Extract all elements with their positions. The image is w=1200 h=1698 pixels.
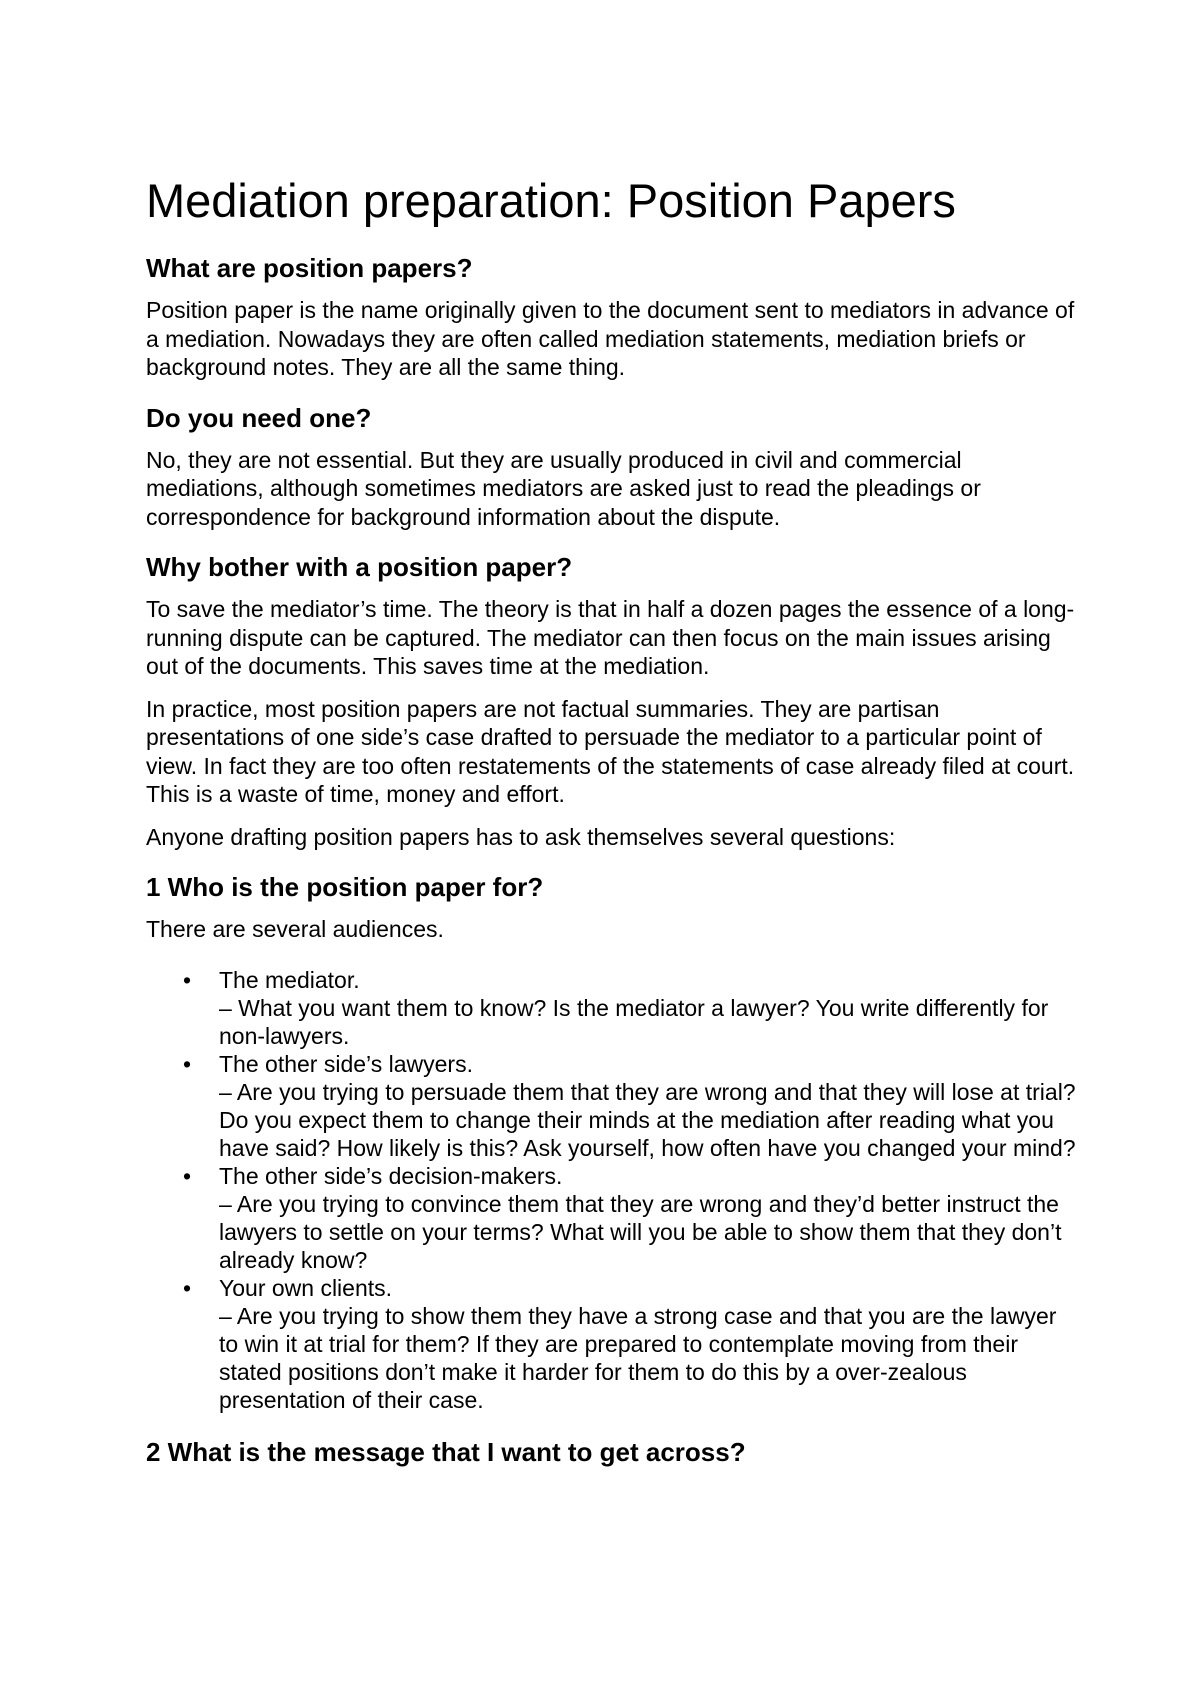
list-item — [146, 966, 1076, 1050]
paragraph: There are several audiences. — [146, 916, 444, 942]
list-item — [146, 1162, 1076, 1274]
list-item — [146, 1274, 1076, 1414]
list-item-detail: – What you want them to know? Is the mediator a lawyer? You write differently for non-lawyers. — [219, 994, 1049, 1049]
list-item-detail: – Are you trying to persuade them that they are wrong and that they will lose at trial? Do you expect them to change their minds at the mediation after reading what you have said? How likely is this? Ask yourself, how often have you changed your mind? — [219, 1078, 1076, 1161]
list-item-label: The other side’s lawyers. — [219, 1050, 473, 1077]
bullet-icon: • — [183, 1274, 192, 1301]
list-item-label: The other side’s decision-makers. — [219, 1162, 563, 1189]
document-page — [146, 172, 1076, 1480]
list-item — [146, 1050, 1076, 1162]
section-heading-why-bother: Why bother with a position paper? — [146, 552, 573, 582]
bullet-icon: • — [183, 966, 192, 993]
section-heading-do-you-need: Do you need one? — [146, 402, 372, 433]
paragraph: In practice, most position papers are not factual summaries. They are partisan presentations of one side’s case drafted to persuade the mediator to a particular point of view. In fact they are too often restatements of the statements of case already filed at court. This is a waste of time, money and effort. — [146, 695, 1075, 807]
list-item-detail: – Are you trying to show them they have a strong case and that you are the lawyer to win it at trial for them? If they are prepared to contemplate moving from their stated positions don’t make it harder for them to do this by a over-zealous presentation of their case. — [219, 1302, 1057, 1413]
paragraph: Anyone drafting position papers has to ask themselves several questions: — [146, 823, 896, 850]
audience-list — [146, 966, 1076, 1414]
paragraph: No, they are not essential. But they are usually produced in civil and commercial mediations, although sometimes mediators are asked just to read the pleadings or correspondence for background information about the dispute. — [146, 446, 981, 530]
section-heading-who-is-for: 1 Who is the position paper for? — [146, 872, 544, 902]
bullet-icon: • — [183, 1050, 192, 1077]
section-heading-message: 2 What is the message that I want to get across? — [146, 1436, 746, 1467]
section-heading-what-are: What are position papers? — [146, 253, 473, 283]
list-item-label: The mediator. — [219, 966, 360, 993]
paragraph: To save the mediator’s time. The theory is that in half a dozen pages the essence of a long-running dispute can be captured. The mediator can then focus on the main issues arising out of the documents. This saves time at the mediation. — [146, 596, 1075, 679]
list-item-detail: – Are you trying to convince them that they are wrong and they’d better instruct the lawyers to settle on your terms? What will you be able to show them that they don’t already know? — [219, 1190, 1062, 1273]
paragraph: Position paper is the name originally given to the document sent to mediators in advance of a mediation. Nowadays they are often called mediation statements, mediation briefs or background notes. They are all the same thing. — [146, 297, 1075, 380]
list-item-label: Your own clients. — [219, 1274, 393, 1301]
bullet-icon: • — [183, 1162, 192, 1189]
page-title: Mediation preparation: Position Papers — [146, 174, 956, 227]
